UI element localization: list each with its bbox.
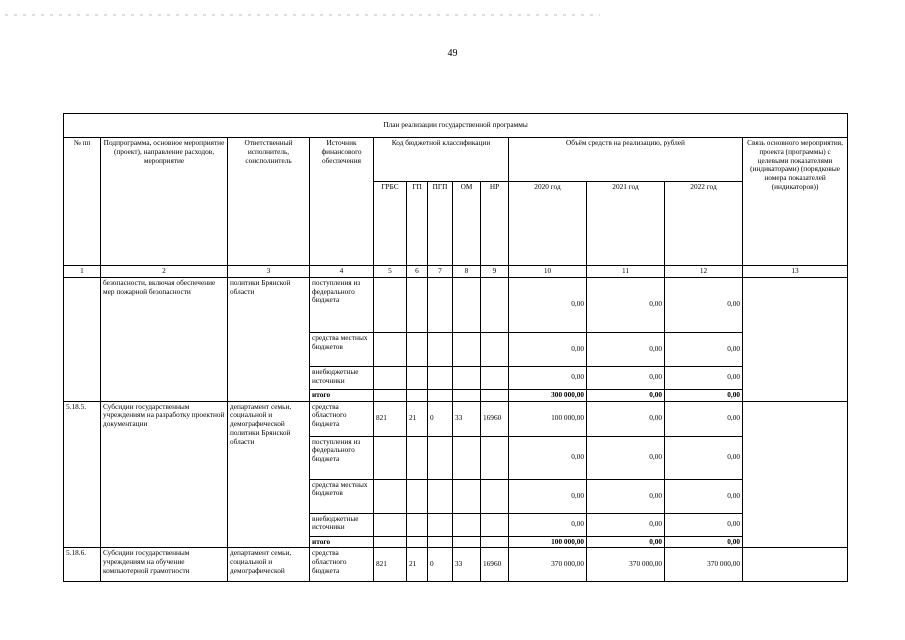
source-cell: итого	[310, 389, 374, 401]
value-2022: 0,00	[665, 536, 743, 548]
header-subprogram: Подпрограмма, основное мероприятие (проект), направление расходов, мероприятие	[101, 138, 228, 266]
item-number	[64, 277, 101, 401]
header-om: ОМ	[453, 182, 481, 266]
item-subprogram: Субсидии государственным учреждениям на обучение компьютерной грамотности	[101, 548, 228, 582]
code-np: 16960	[481, 401, 509, 436]
value-2020: 0,00	[509, 479, 587, 513]
item-number: 5.18.5.	[64, 401, 101, 548]
source-cell: поступления из федерального бюджета	[310, 436, 374, 479]
header-link: Связь основного мероприятия, проекта (программы) с целевыми показателями (индикаторами) (порядковые номера показателей (индикаторов))	[743, 138, 848, 266]
column-number-row	[64, 266, 848, 278]
value-2022: 0,00	[665, 366, 743, 389]
code-gp: 21	[407, 548, 428, 582]
value-2022: 370 000,00	[665, 548, 743, 582]
value-2022: 0,00	[665, 479, 743, 513]
source-cell: итого	[310, 536, 374, 548]
col-number: 5	[374, 266, 407, 278]
header-source: Источник финансового обеспечения	[310, 138, 374, 266]
header-2022: 2022 год	[665, 182, 743, 266]
source-cell: поступления из федерального бюджета	[310, 277, 374, 332]
value-2021: 0,00	[587, 366, 665, 389]
item-number: 5.18.6.	[64, 548, 101, 582]
code-grbs: 821	[374, 548, 407, 582]
value-2020: 0,00	[509, 277, 587, 332]
value-2020: 370 000,00	[509, 548, 587, 582]
code-pgp: 0	[428, 548, 453, 582]
value-2021: 0,00	[587, 513, 665, 536]
col-number: 12	[665, 266, 743, 278]
item-responsible: департамент семьи, социальной и демографической	[228, 548, 310, 582]
value-2021: 0,00	[587, 436, 665, 479]
header-responsible: Ответственный исполнитель, соисполнитель	[228, 138, 310, 266]
col-number: 6	[407, 266, 428, 278]
value-2021: 370 000,00	[587, 548, 665, 582]
value-2021: 0,00	[587, 332, 665, 366]
source-cell: внебюджетные источники	[310, 513, 374, 536]
source-cell: средства областного бюджета	[310, 401, 374, 436]
header-gp: ГП	[407, 182, 428, 266]
source-cell: внебюджетные источники	[310, 366, 374, 389]
col-number: 3	[228, 266, 310, 278]
value-2020: 100 000,00	[509, 401, 587, 436]
value-2021: 0,00	[587, 401, 665, 436]
value-2020: 0,00	[509, 366, 587, 389]
value-2022: 0,00	[665, 401, 743, 436]
header-pgp: ПГП	[428, 182, 453, 266]
header-volume: Объём средств на реализацию, рублей	[509, 138, 743, 182]
item-subprogram: Субсидии государственным учреждениям на разработку проектной документации	[101, 401, 228, 548]
page-number: 49	[447, 48, 458, 59]
header-grbs: ГРБС	[374, 182, 407, 266]
table-row	[64, 277, 848, 332]
code-pgp: 0	[428, 401, 453, 436]
value-2020: 0,00	[509, 332, 587, 366]
code-om: 33	[453, 548, 481, 582]
col-number: 8	[453, 266, 481, 278]
item-responsible: департамент семьи, социальной и демографической политики Брянской области	[228, 401, 310, 548]
value-2021: 0,00	[587, 479, 665, 513]
code-om: 33	[453, 401, 481, 436]
col-number: 13	[743, 266, 848, 278]
source-cell: средства местных бюджетов	[310, 479, 374, 513]
header-num: № пп	[64, 138, 101, 266]
code-gp: 21	[407, 401, 428, 436]
value-2022: 0,00	[665, 513, 743, 536]
source-cell: средства местных бюджетов	[310, 332, 374, 366]
value-2020: 0,00	[509, 513, 587, 536]
header-budget-code: Код бюджетной классификации	[374, 138, 509, 182]
value-2022: 0,00	[665, 332, 743, 366]
col-number: 9	[481, 266, 509, 278]
value-2022: 0,00	[665, 277, 743, 332]
code-grbs: 821	[374, 401, 407, 436]
value-2022: 0,00	[665, 436, 743, 479]
header-row	[64, 138, 848, 182]
implementation-plan-table	[63, 113, 848, 582]
value-2021: 0,00	[587, 277, 665, 332]
value-2022: 0,00	[665, 389, 743, 401]
col-number: 2	[101, 266, 228, 278]
header-np: НР	[481, 182, 509, 266]
table-title-row	[64, 114, 848, 138]
table-row	[64, 401, 848, 436]
value-2020: 0,00	[509, 436, 587, 479]
value-2020: 300 000,00	[509, 389, 587, 401]
item-subprogram: безопасности, включая обеспечение мер пожарной безопасности	[101, 277, 228, 401]
value-2020: 100 000,00	[509, 536, 587, 548]
table-title: План реализации государственной программы	[64, 114, 848, 138]
col-number: 1	[64, 266, 101, 278]
value-2021: 0,00	[587, 536, 665, 548]
source-cell: средства областного бюджета	[310, 548, 374, 582]
item-responsible: политики Брянской области	[228, 277, 310, 401]
table-row	[64, 548, 848, 582]
value-2021: 0,00	[587, 389, 665, 401]
header-2020: 2020 год	[509, 182, 587, 266]
col-number: 10	[509, 266, 587, 278]
col-number: 4	[310, 266, 374, 278]
col-number: 7	[428, 266, 453, 278]
header-2021: 2021 год	[587, 182, 665, 266]
code-np: 16960	[481, 548, 509, 582]
col-number: 11	[587, 266, 665, 278]
scan-artifact-line	[0, 12, 905, 18]
